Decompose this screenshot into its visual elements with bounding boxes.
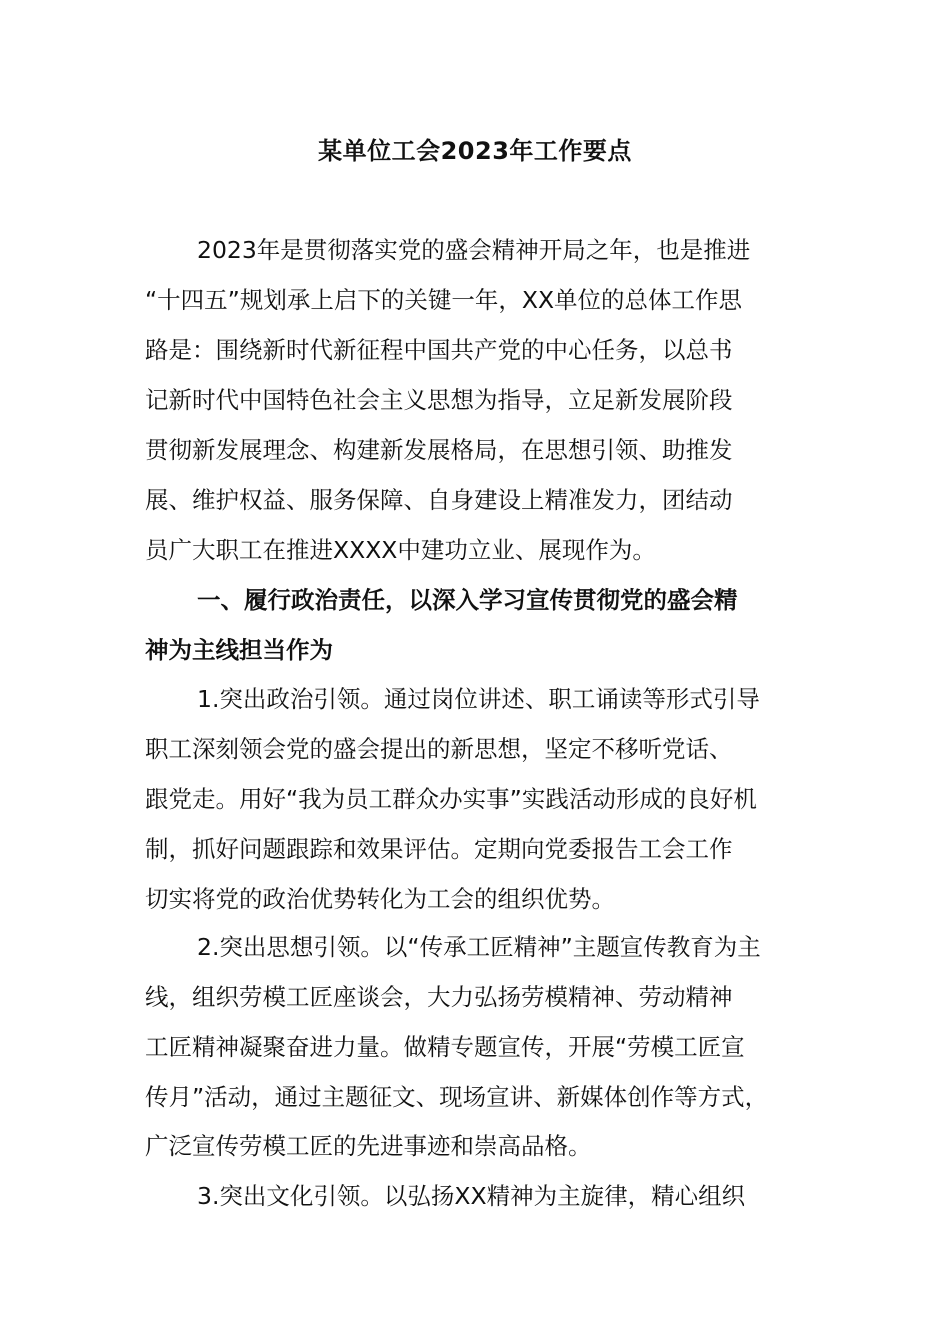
document-title: 某单位工会2023年工作要点: [318, 137, 632, 165]
section-heading-line: 神为主线担当作为: [145, 636, 333, 664]
paragraph-line: 传月”活动，通过主题征文、现场宣讲、新媒体创作等方式，: [145, 1083, 769, 1111]
paragraph-line: 切实将党的政治优势转化为工会的组织优势。: [145, 885, 615, 913]
paragraph-line: 跟党走。用好“我为员工群众办实事”实践活动形成的良好机: [145, 785, 757, 813]
paragraph-line: 工匠精神凝聚奋进力量。做精专题宣传，开展“劳模工匠宣: [145, 1033, 745, 1061]
paragraph-line: 展、维护权益、服务保障、自身建设上精准发力，团结动: [145, 486, 733, 514]
paragraph-line: 贯彻新发展理念、构建新发展格局，在思想引领、助推发: [145, 436, 733, 464]
paragraph-line: 路是：围绕新时代新征程中国共产党的中心任务，以总书: [145, 336, 733, 364]
paragraph-line: 职工深刻领会党的盛会提出的新思想，坚定不移听党话、: [145, 735, 733, 763]
paragraph-line: 1.突出政治引领。通过岗位讲述、职工诵读等形式引导: [197, 685, 760, 713]
paragraph-line: 员广大职工在推进XXXX中建功立业、展现作为。: [145, 536, 656, 564]
paragraph-line: 记新时代中国特色社会主义思想为指导，立足新发展阶段: [145, 386, 733, 414]
paragraph-line: 2023年是贯彻落实党的盛会精神开局之年，也是推进: [197, 236, 751, 264]
paragraph-line: 3.突出文化引领。以弘扬XX精神为主旋律，精心组织: [197, 1182, 746, 1210]
paragraph-line: 2.突出思想引领。以“传承工匠精神”主题宣传教育为主: [197, 933, 761, 961]
paragraph-line: 制，抓好问题跟踪和效果评估。定期向党委报告工会工作: [145, 835, 733, 863]
paragraph-line: “十四五”规划承上启下的关键一年，XX单位的总体工作思: [145, 286, 743, 314]
section-heading-line: 一、履行政治责任，以深入学习宣传贯彻党的盛会精: [197, 586, 738, 614]
paragraph-line: 线，组织劳模工匠座谈会，大力弘扬劳模精神、劳动精神: [145, 983, 733, 1011]
paragraph-line: 广泛宣传劳模工匠的先进事迹和崇高品格。: [145, 1132, 592, 1160]
